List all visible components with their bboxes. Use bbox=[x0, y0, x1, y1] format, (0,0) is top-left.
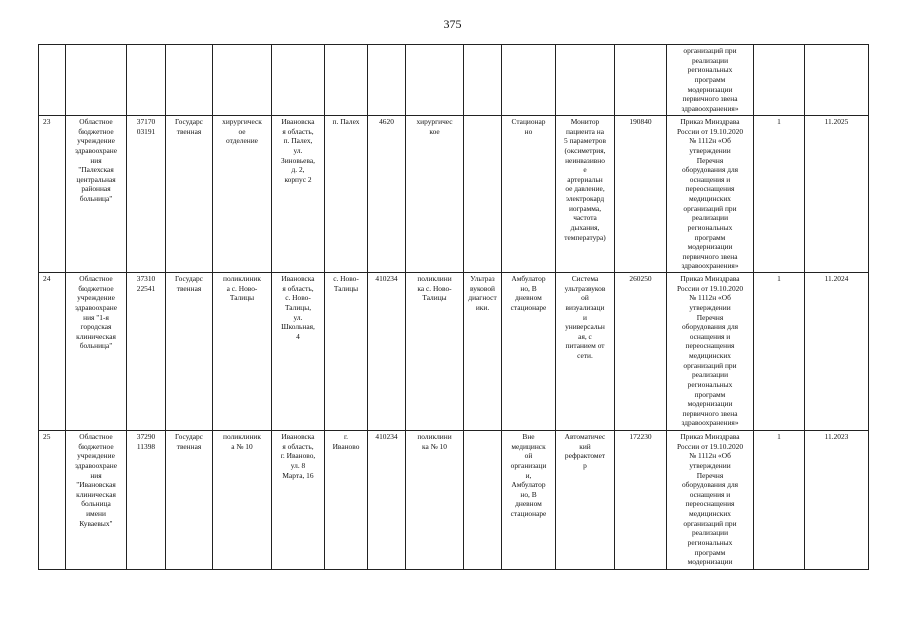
cell-locality: с. Ново- Талицы bbox=[325, 273, 368, 431]
cell-department: поликлиник а с. Ново- Талицы bbox=[213, 273, 272, 431]
cell-address: Ивановска я область, п. Палех, ул. Зиновьева, д. 2, корпус 2 bbox=[272, 116, 325, 273]
cell-date bbox=[805, 45, 869, 116]
page-number: 375 bbox=[443, 17, 462, 31]
cell-structural-unit: поликлини ка № 10 bbox=[406, 431, 464, 570]
cell-care-condition: Вне медицинск ой организаци и, Амбулатор но, В дневном стационаре bbox=[502, 431, 556, 570]
cell-inn bbox=[127, 45, 166, 116]
cell-locality: п. Палех bbox=[325, 116, 368, 273]
cell-basis: Приказ Минздрава России от 19.10.2020 № 1112н «Об утверждении Перечня оборудования для оснащения и переоснащения медицинских организаций при реализации региональных программ модернизации первичного звена здравоохранения» bbox=[667, 273, 754, 431]
cell-organization: Областное бюджетное учреждение здравоохране ния "1-я городская клиническая больница" bbox=[66, 273, 127, 431]
cell-ownership bbox=[166, 45, 213, 116]
cell-equipment: Автоматичес кий рефрактомет р bbox=[556, 431, 615, 570]
cell-basis: Приказ Минздрава России от 19.10.2020 № 1112н «Об утверждении Перечня оборудования для оснащения и переоснащения медицинских организаций при реализации региональных программ модернизации первичного звена здравоохранения» bbox=[667, 116, 754, 273]
cell-equipment: Система ультразвуков ой визуализаци и универсальн ая, с питанием от сети. bbox=[556, 273, 615, 431]
cell-department: хирургическ ое отделение bbox=[213, 116, 272, 273]
cell-equipment-code: 190840 bbox=[615, 116, 667, 273]
cell-quantity: 1 bbox=[754, 116, 805, 273]
cell-address bbox=[272, 45, 325, 116]
table-row bbox=[39, 431, 869, 570]
cell-care-condition bbox=[502, 45, 556, 116]
cell-equipment-code bbox=[615, 45, 667, 116]
cell-num bbox=[39, 45, 66, 116]
cell-quantity: 1 bbox=[754, 431, 805, 570]
cell-num: 24 bbox=[39, 273, 66, 431]
cell-inn: 37310 22541 bbox=[127, 273, 166, 431]
cell-equipment bbox=[556, 45, 615, 116]
cell-code: 410234 bbox=[368, 273, 406, 431]
cell-inn: 37170 03191 bbox=[127, 116, 166, 273]
cell-inn: 37290 11398 bbox=[127, 431, 166, 570]
cell-basis: организаций при реализации региональных программ модернизации первичного звена здравоохранения» bbox=[667, 45, 754, 116]
cell-equipment-code: 172230 bbox=[615, 431, 667, 570]
equipment-table bbox=[38, 44, 869, 570]
cell-address: Ивановска я область, г. Иваново, ул. 8 Марта, 16 bbox=[272, 431, 325, 570]
cell-code bbox=[368, 45, 406, 116]
cell-date: 11.2025 bbox=[805, 116, 869, 273]
cell-profile bbox=[464, 116, 502, 273]
cell-organization: Областное бюджетное учреждение здравоохране ния "Ивановская клиническая больница имени Куваевых" bbox=[66, 431, 127, 570]
cell-organization bbox=[66, 45, 127, 116]
cell-num: 25 bbox=[39, 431, 66, 570]
cell-locality: г. Иваново bbox=[325, 431, 368, 570]
cell-num: 23 bbox=[39, 116, 66, 273]
cell-profile bbox=[464, 45, 502, 116]
cell-ownership: Государс твенная bbox=[166, 431, 213, 570]
cell-date: 11.2024 bbox=[805, 273, 869, 431]
cell-code: 410234 bbox=[368, 431, 406, 570]
cell-structural-unit bbox=[406, 45, 464, 116]
cell-code: 4620 bbox=[368, 116, 406, 273]
cell-date: 11.2023 bbox=[805, 431, 869, 570]
cell-address: Ивановска я область, с. Ново- Талицы, ул. Школьная, 4 bbox=[272, 273, 325, 431]
cell-department bbox=[213, 45, 272, 116]
table-row bbox=[39, 273, 869, 431]
cell-equipment-code: 260250 bbox=[615, 273, 667, 431]
cell-care-condition: Стационар но bbox=[502, 116, 556, 273]
table-row bbox=[39, 116, 869, 273]
table-row bbox=[39, 45, 869, 116]
cell-locality bbox=[325, 45, 368, 116]
cell-structural-unit: поликлини ка с. Ново- Талицы bbox=[406, 273, 464, 431]
cell-quantity bbox=[754, 45, 805, 116]
cell-basis: Приказ Минздрава России от 19.10.2020 № 1112н «Об утверждении Перечня оборудования для оснащения и переоснащения медицинских организаций при реализации региональных программ модернизации bbox=[667, 431, 754, 570]
cell-department: поликлиник а № 10 bbox=[213, 431, 272, 570]
cell-quantity: 1 bbox=[754, 273, 805, 431]
cell-organization: Областное бюджетное учреждение здравоохране ния "Палехская центральная районная больница" bbox=[66, 116, 127, 273]
cell-profile: Ультраз вуковой диагност ики. bbox=[464, 273, 502, 431]
cell-equipment: Монитор пациента на 5 параметров (оксиметрия, неинвазивно е артериальн ое давление, электрокард иограмма, частота дыхания, температура) bbox=[556, 116, 615, 273]
cell-ownership: Государс твенная bbox=[166, 116, 213, 273]
cell-structural-unit: хирургичес кое bbox=[406, 116, 464, 273]
cell-ownership: Государс твенная bbox=[166, 273, 213, 431]
cell-profile bbox=[464, 431, 502, 570]
cell-care-condition: Амбулатор но, В дневном стационаре bbox=[502, 273, 556, 431]
